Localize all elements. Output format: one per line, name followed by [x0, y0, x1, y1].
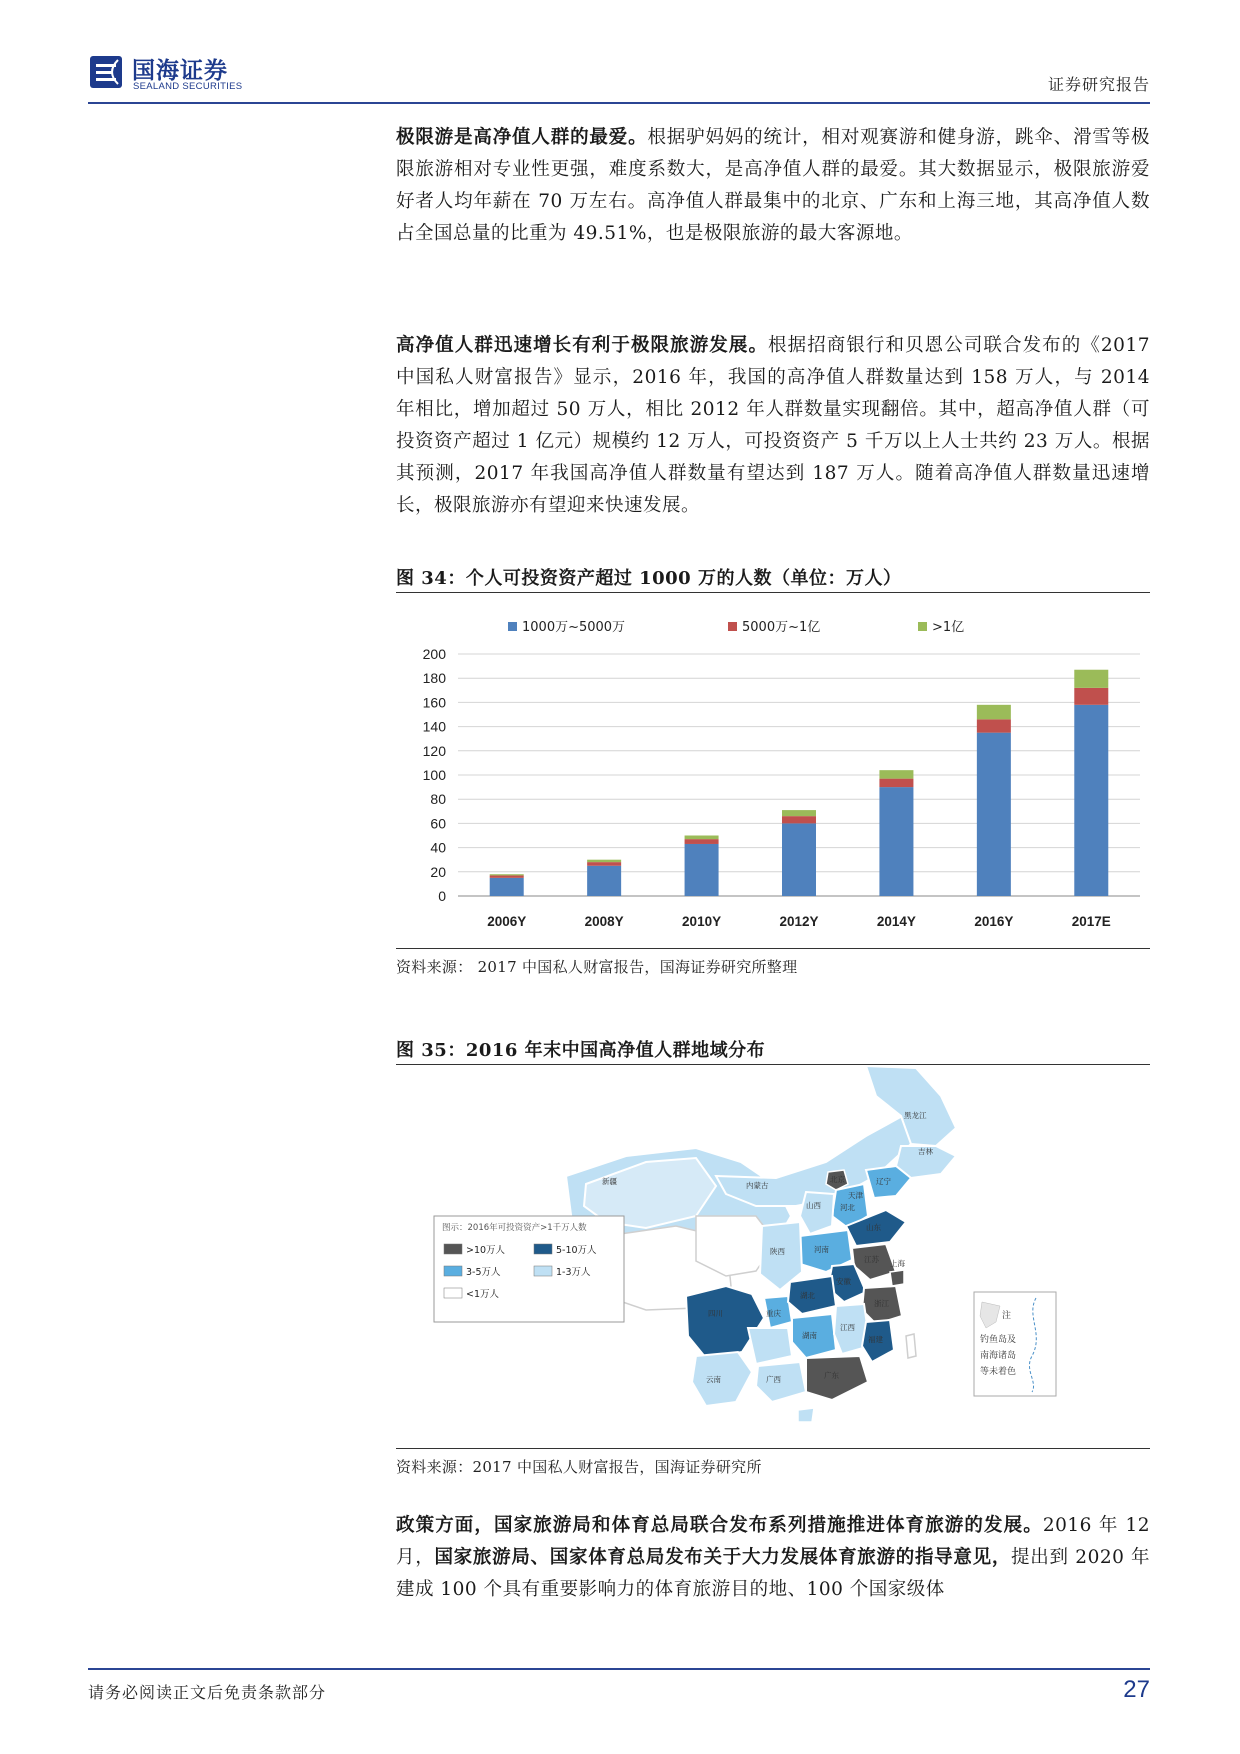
- province-label: 福建: [868, 1335, 883, 1344]
- legend-label: 5000万~1亿: [742, 620, 821, 635]
- province-label: 安徽: [836, 1277, 851, 1286]
- figure-35-title: 图 35：2016 年末中国高净值人群地域分布: [396, 1040, 766, 1061]
- bar-segment: [782, 823, 816, 896]
- x-tick-label: 2010Y: [682, 914, 722, 929]
- legend-swatch: [728, 622, 737, 631]
- province-label: 广东: [824, 1371, 839, 1380]
- legend-swatch-1-3: [534, 1266, 552, 1276]
- logo-chinese-name: 国海证券: [132, 58, 228, 84]
- figure-35-top-rule: [396, 1064, 1150, 1065]
- bar-segment: [879, 770, 913, 778]
- x-tick-label: 2014Y: [876, 914, 916, 929]
- figure-35-source: 资料来源：2017 中国私人财富报告，国海证券研究所: [396, 1458, 762, 1476]
- sealand-logo-icon: [88, 54, 124, 90]
- province-label: 新疆: [602, 1177, 617, 1186]
- province-label: 重庆: [766, 1309, 781, 1318]
- bar-segment: [1074, 670, 1108, 688]
- footer-disclaimer: 请务必阅读正文后免责条款部分: [88, 1683, 327, 1702]
- province-label: 上海: [890, 1259, 905, 1268]
- x-tick-label: 2012Y: [779, 914, 819, 929]
- bar-segment: [1074, 688, 1108, 705]
- map-legend: [434, 1216, 624, 1322]
- bar-segment: [879, 779, 913, 787]
- south-china-sea-inset: [974, 1292, 1056, 1396]
- legend-swatch-over-10: [444, 1244, 462, 1254]
- legend-swatch-5-10: [534, 1244, 552, 1254]
- map-region-guizhou: [748, 1328, 792, 1364]
- province-label: 广西: [766, 1375, 781, 1384]
- legend-label: 1-3万人: [556, 1267, 591, 1278]
- map-region-shanghai: [890, 1270, 904, 1286]
- legend-label: 3-5万人: [466, 1267, 501, 1278]
- province-label: 辽宁: [876, 1177, 891, 1186]
- paragraph-extreme-travel: [396, 122, 1150, 250]
- bar-segment: [490, 875, 524, 877]
- legend-label: <1万人: [466, 1289, 500, 1300]
- page-header: [88, 48, 1150, 104]
- bar-segment: [587, 862, 621, 866]
- paragraph-policy: [396, 1510, 1150, 1606]
- legend-swatch: [918, 622, 927, 631]
- header-divider: [88, 102, 1150, 104]
- paragraph-body: 根据招商银行和贝恩公司联合发布的《2017 中国私人财富报告》显示，2016 年，我国的高净值人群数量达到 158 万人，与 2014 年相比，增加超过 50 万人，相比 2012 年人群数量实现翻倍。其中，超高净值人群（可投资资产超过 1 亿元）规模约 12 万人，可投资资产 5 千万以上人士共约 23 万人。根据其预测，2017 年我国高净值人群数量有望达到 187 万人。随着高净值人群数量迅速增长，极限旅游亦有望迎来快速发展。: [396, 335, 1150, 516]
- map-region-guangxi: [756, 1362, 806, 1402]
- figure-34-bottom-rule: [396, 948, 1150, 949]
- province-label: 吉林: [918, 1147, 933, 1156]
- figure-34-top-rule: [396, 592, 1150, 593]
- legend-swatch-under-1: [444, 1288, 462, 1298]
- bar-segment: [782, 810, 816, 816]
- figure-35-bottom-rule: [396, 1448, 1150, 1449]
- china-hnw-distribution-map: [396, 1066, 1150, 1444]
- bar-segment: [685, 836, 719, 840]
- y-tick-label: 20: [430, 863, 446, 880]
- legend-swatch-3-5: [444, 1266, 462, 1276]
- legend-label: >10万人: [466, 1245, 506, 1256]
- bar-segment: [782, 816, 816, 823]
- figure-34-title: 图 34：个人可投资资产超过 1000 万的人数（单位：万人）: [396, 568, 902, 589]
- x-tick-label: 2016Y: [974, 914, 1014, 929]
- province-label: 浙江: [874, 1299, 889, 1308]
- bar-segment: [977, 719, 1011, 732]
- paragraph-body: 提出到 2020 年建成 100 个具有重要影响力的体育旅游目的地、100 个国家级体: [396, 1547, 1150, 1600]
- paragraph-body: 根据驴妈妈的统计，相对观赛游和健身游，跳伞、滑雪等极限旅游相对专业性更强，难度系数大，是高净值人群的最爱。其大数据显示，极限旅游爱好者人均年薪在 70 万左右。高净值人群最集中的北京、广东和上海三地，其高净值人数占全国总量的比重为 49.51%，也是极限旅游的最大客源地。: [396, 127, 1150, 244]
- legend-swatch: [508, 622, 517, 631]
- inset-note: 注: [1002, 1311, 1012, 1321]
- y-tick-label: 180: [422, 670, 446, 687]
- y-tick-label: 40: [430, 839, 446, 856]
- legend-label: >1亿: [932, 620, 965, 635]
- y-tick-label: 100: [422, 767, 446, 783]
- province-label: 河南: [814, 1245, 829, 1254]
- map-region-yunnan: [692, 1352, 752, 1406]
- province-label: 山西: [806, 1201, 821, 1210]
- logo-english-name: SEALAND SECURITIES: [133, 81, 243, 92]
- y-tick-label: 160: [422, 694, 446, 711]
- y-tick-label: 200: [422, 646, 446, 662]
- inset-note: 等未着色: [980, 1367, 1017, 1377]
- x-tick-label: 2008Y: [584, 914, 624, 929]
- bar-segment: [587, 860, 621, 862]
- province-label: 陕西: [770, 1247, 785, 1256]
- map-legend-title: 图示：2016年可投资资产>1千万人数: [442, 1223, 587, 1233]
- map-region-taiwan: [906, 1334, 916, 1358]
- bar-segment: [977, 705, 1011, 720]
- figure-34-source: 资料来源： 2017 中国私人财富报告，国海证券研究所整理: [396, 958, 798, 976]
- province-label: 湖南: [802, 1331, 817, 1340]
- province-label: 黑龙江: [904, 1111, 927, 1120]
- y-tick-label: 120: [422, 742, 446, 759]
- province-label: 山东: [866, 1223, 881, 1232]
- x-tick-label: 2006Y: [487, 914, 527, 929]
- bar-segment: [685, 844, 719, 896]
- province-label: 湖北: [800, 1291, 815, 1300]
- legend-label: 5-10万人: [556, 1245, 597, 1256]
- bar-chart-hnw-population: [396, 614, 1150, 944]
- province-label: 云南: [706, 1375, 721, 1384]
- footer-divider: [88, 1668, 1150, 1670]
- page-number: 27: [1123, 1676, 1150, 1703]
- province-label: 四川: [708, 1309, 723, 1318]
- y-tick-label: 0: [438, 888, 446, 904]
- bar-segment: [977, 733, 1011, 896]
- province-label: 江苏: [864, 1255, 879, 1264]
- inset-note: 南海诸岛: [980, 1351, 1017, 1361]
- y-tick-label: 60: [430, 815, 446, 832]
- bar-segment: [587, 866, 621, 896]
- bar-segment: [490, 878, 524, 896]
- province-label: 北京: [830, 1175, 845, 1184]
- inset-note: 钓鱼岛及: [980, 1335, 1017, 1345]
- paragraph-lead: 极限游是高净值人群的最爱。: [396, 127, 648, 148]
- y-tick-label: 80: [430, 791, 446, 808]
- map-region-shaanxi: [760, 1222, 802, 1290]
- map-region-shanxi: [800, 1192, 834, 1234]
- bar-segment: [879, 787, 913, 896]
- province-label: 河北: [840, 1203, 855, 1212]
- province-label: 天津: [848, 1191, 863, 1200]
- paragraph-lead: 政策方面，国家旅游局和体育总局联合发布系列措施推进体育旅游的发展。: [396, 1515, 1043, 1536]
- map-region-hainan: [798, 1408, 814, 1422]
- x-tick-label: 2017E: [1071, 914, 1111, 929]
- paragraph-lead-2: 国家旅游局、国家体育总局发布关于大力发展体育旅游的指导意见，: [434, 1547, 1012, 1568]
- y-tick-label: 140: [422, 718, 446, 735]
- legend-label: 1000万~5000万: [522, 620, 626, 635]
- bar-segment: [490, 874, 524, 875]
- paragraph-lead: 高净值人群迅速增长有利于极限旅游发展。: [396, 335, 769, 356]
- paragraph-hnw-growth: [396, 330, 1150, 522]
- report-type: 证券研究报告: [1047, 75, 1150, 94]
- paragraph-text: 2016 年 12 月，: [396, 1515, 1150, 1568]
- bar-segment: [1074, 705, 1108, 896]
- bar-segment: [685, 839, 719, 844]
- province-label: 江西: [840, 1323, 855, 1332]
- province-label: 内蒙古: [746, 1181, 769, 1190]
